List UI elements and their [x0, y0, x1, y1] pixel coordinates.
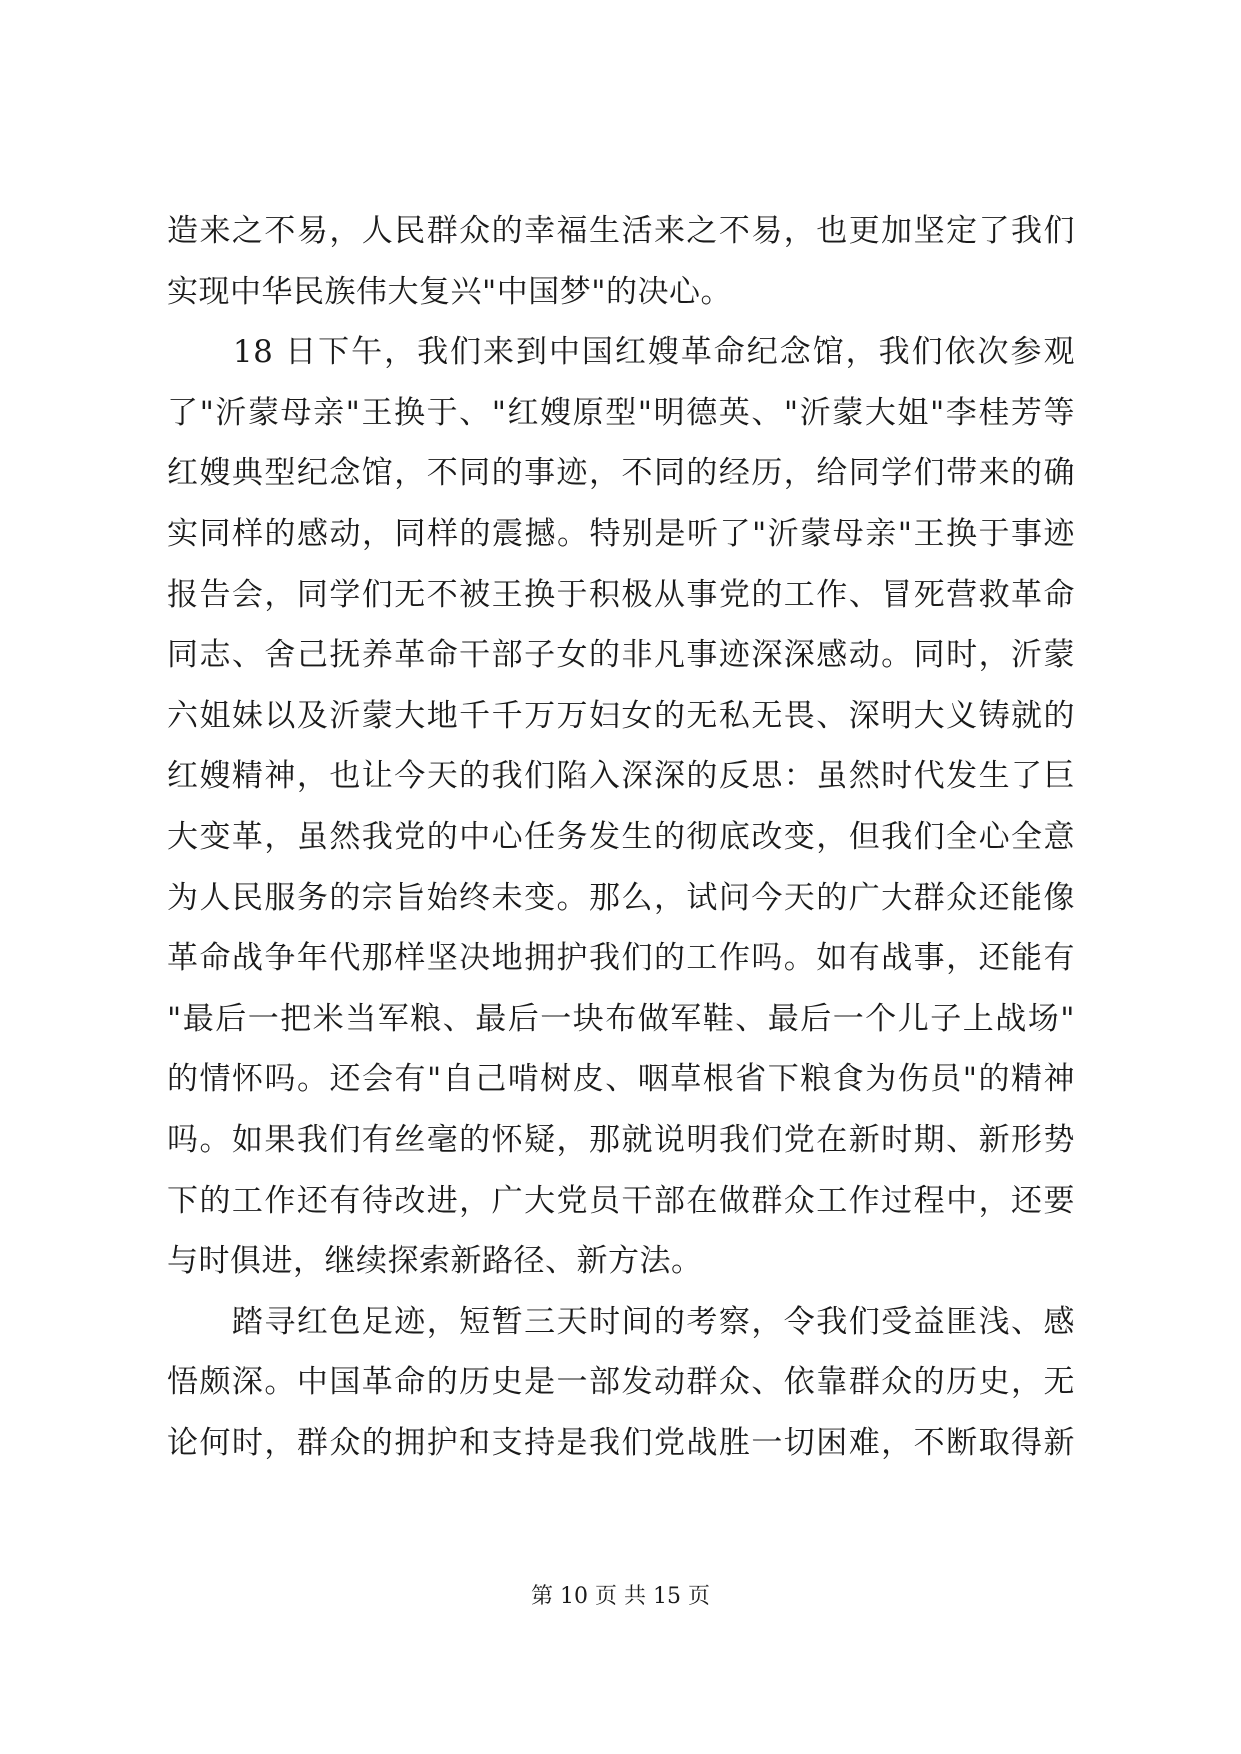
- page-number-label: 第 10 页 共 15 页: [531, 1584, 710, 1609]
- text-line: 大变革，虽然我党的中心任务发生的彻底改变，但我们全心全意: [167, 818, 1075, 855]
- text-line: 悟颇深。中国革命的历史是一部发动群众、依靠群众的历史，无: [167, 1364, 1075, 1401]
- text-line: 了"沂蒙母亲"王换于、"红嫂原型"明德英、"沂蒙大姐"李桂芳等: [167, 394, 1075, 431]
- text-line: 为人民服务的宗旨始终未变。那么，试问今天的广大群众还能像: [167, 879, 1075, 916]
- text-line: 造来之不易，人民群众的幸福生活来之不易，也更加坚定了我们: [167, 213, 1075, 249]
- page-footer: [0, 1582, 1241, 1612]
- text-line: 下的工作还有待改进，广大党员干部在做群众工作过程中，还要: [167, 1182, 1075, 1219]
- text-line: 红嫂精神，也让今天的我们陷入深深的反思：虽然时代发生了巨: [167, 758, 1075, 795]
- text-line: 六姐妹以及沂蒙大地千千万万妇女的无私无畏、深明大义铸就的: [167, 697, 1075, 734]
- text-line: 革命战争年代那样坚决地拥护我们的工作吗。如有战事，还能有: [167, 940, 1075, 977]
- text-line: 与时俱进，继续探索新路径、新方法。: [167, 1243, 703, 1280]
- text-line: 论何时，群众的拥护和支持是我们党战胜一切困难，不断取得新: [167, 1424, 1075, 1461]
- text-line: 的情怀吗。还会有"自己啃树皮、咽草根省下粮食为伤员"的精神: [167, 1061, 1075, 1098]
- text-line: "最后一把米当军粮、最后一块布做军鞋、最后一个儿子上战场": [167, 1000, 1075, 1037]
- body-text: [167, 201, 1075, 1473]
- text-line: 实同样的感动，同样的震撼。特别是听了"沂蒙母亲"王换于事迹: [167, 515, 1075, 552]
- text-line: 红嫂典型纪念馆，不同的事迹，不同的经历，给同学们带来的确: [167, 455, 1075, 492]
- text-line: 18 日下午，我们来到中国红嫂革命纪念馆，我们依次参观: [167, 334, 1075, 371]
- text-line: 同志、舍己抚养革命干部子女的非凡事迹深深感动。同时，沂蒙: [167, 637, 1075, 674]
- text-line: 报告会，同学们无不被王换于积极从事党的工作、冒死营救革命: [167, 576, 1075, 613]
- text-line: 实现中华民族伟大复兴"中国梦"的决心。: [167, 273, 733, 310]
- text-line: 踏寻红色足迹，短暂三天时间的考察，令我们受益匪浅、感: [167, 1303, 1075, 1340]
- text-line: 吗。如果我们有丝毫的怀疑，那就说明我们党在新时期、新形势: [167, 1121, 1075, 1158]
